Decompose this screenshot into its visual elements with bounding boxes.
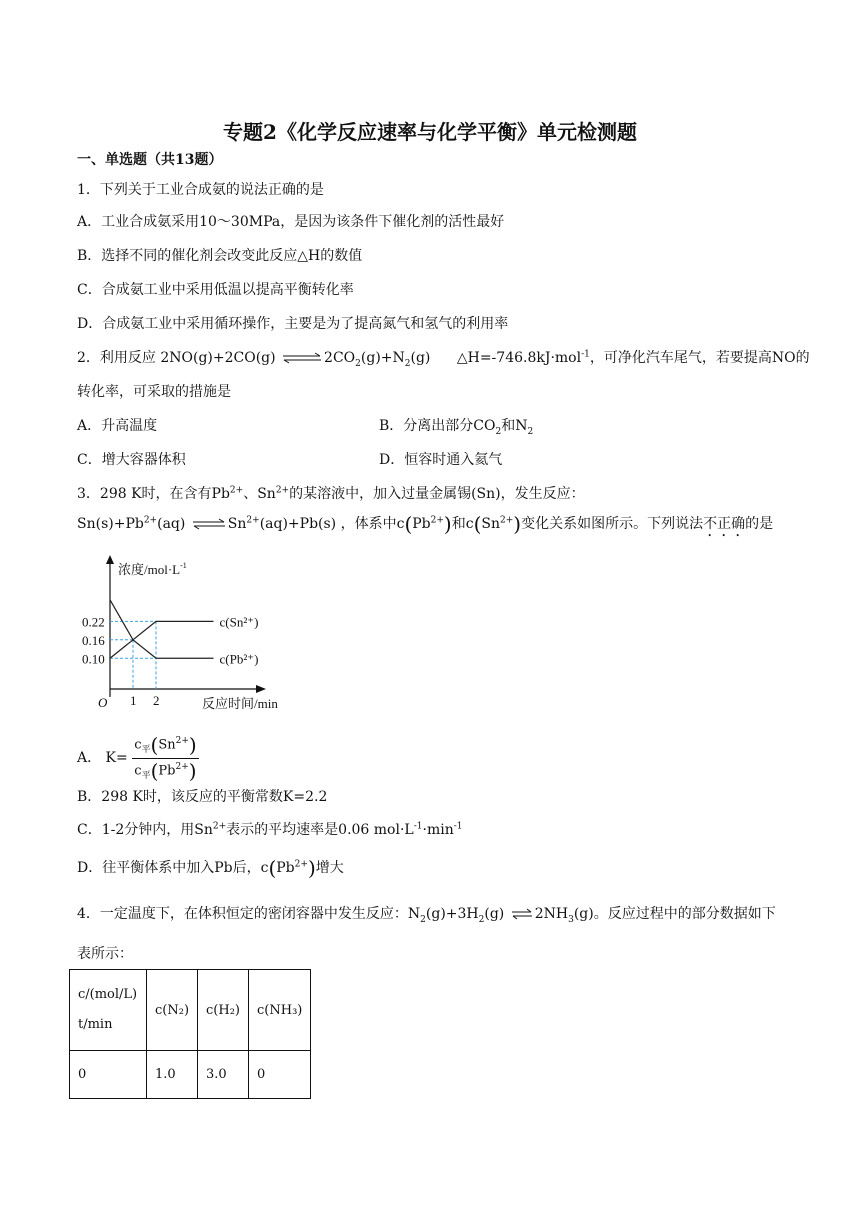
q2-option-c: C．增大容器体积 [77,452,186,468]
table-cell: 0 [249,1051,311,1099]
q3-stem-line1: 3．298 K时，在含有$Pb^{2+}$、$Sn^{2+}$的某溶液中，加入过量金属锡(Sn)，发生反应： [77,485,585,502]
origin-label: O [98,695,108,710]
series-label: c(Pb²⁺) [219,651,259,667]
q1-option-d: D．合成氨工业中采用循环操作，主要是为了提高氮气和氢气的利用率 [77,316,509,332]
section-heading: 一、单选题（共13题） [77,152,223,168]
q3-stem-line2: $Sn(s)+Pb^{2+}(aq)$ $Sn^{2+}(aq)+Pb(s)$ ，体系中$c(Pb^{2+})$和$c(Sn^{2+})$变化关系如图所示。下列说法不正确的是 [77,512,774,536]
q4-stem-line1: 4．一定温度下，在体积恒定的密闭容器中发生反应：$N_2(g)+3H_2(g)$ $2NH_3(g)$。反应过程中的部分数据如下 [77,906,776,925]
y-tick-label: 0.10 [82,651,105,667]
q3-option-c: C．1-2分钟内，用$Sn^{2+}$表示的平均速率是0.06 $mol\cdot L^{-1}\cdot\min^{-1}$ [77,821,463,838]
q1-stem: 1．下列关于工业合成氨的说法正确的是 [77,182,324,198]
equilibrium-arrow-icon [282,352,322,364]
q4-stem-line2: 表所示： [77,946,133,962]
document-title: 专题2《化学反应速率与化学平衡》单元检测题 [223,120,637,144]
emphasis-text: 不正确 [703,516,746,532]
equilibrium-arrow-icon [192,518,226,530]
table-cell: 3.0 [198,1051,249,1099]
table-header-cell: c(N₂) [147,970,198,1051]
table-header-row [70,970,311,1051]
series-label: c(Sn²⁺) [219,614,259,630]
q1-option-b: B．选择不同的催化剂会改变此反应△H的数值 [77,248,363,264]
x-tick-label: 1 [130,693,137,708]
q2-option-d: D．恒容时通入氦气 [379,452,503,468]
x-axis-arrow-icon [256,685,266,693]
q3-option-b: B．298 K时，该反应的平衡常数K=2.2 [77,789,328,805]
q2-option-a: A．升高温度 [77,418,158,434]
concentration-time-chart [82,552,310,714]
y-axis-label: 浓度$/mol\cdot L^{-1}$ [118,561,187,577]
q2-option-b: B．分离出部分$CO_2$和$N_2$ [379,418,534,437]
equilibrium-constant-fraction: $\frac{c_平(Sn^{2+})}{c_平(Pb^{2+})}$ [134,733,197,783]
table-header-cell: c(NH₃) [249,970,311,1051]
table-header-corner: c/(mol/L) t/min [70,970,147,1051]
y-tick-label: 0.16 [82,632,105,648]
y-tick-label: 0.22 [82,614,105,630]
q1-option-a: A．工业合成氨采用10～30MPa，是因为该条件下催化剂的活性最好 [77,214,505,230]
table-row [70,1051,311,1099]
table-header-cell: c(H₂) [198,970,249,1051]
q2-stem: 2．利用反应 2NO(g)+2CO(g) $2CO_2(g)+N_2(g)$ △H=-746.8kJ·mol$^{-1}$，可净化汽车尾气，若要提高NO的 [77,349,810,369]
x-axis-label: 反应时间/min [202,696,278,711]
table-cell: 1.0 [147,1051,198,1099]
equilibrium-arrow-icon [511,908,533,920]
series-line-1 [110,600,214,658]
q1-option-c: C．合成氨工业中采用低温以提高平衡转化率 [77,282,354,298]
data-table [69,969,311,1099]
y-axis-arrow-icon [106,555,114,564]
q3-option-d: D．往平衡体系中加入Pb后，$c(Pb^{2+})$增大 [77,856,344,880]
q2-stem-line2: 转化率，可采取的措施是 [77,384,231,400]
x-tick-label: 2 [153,693,160,708]
q3-option-a: A． K= $\frac{c_平(Sn^{2+})}{c_平(Pb^{2+})}$ [77,733,197,783]
table-cell: 0 [70,1051,147,1099]
